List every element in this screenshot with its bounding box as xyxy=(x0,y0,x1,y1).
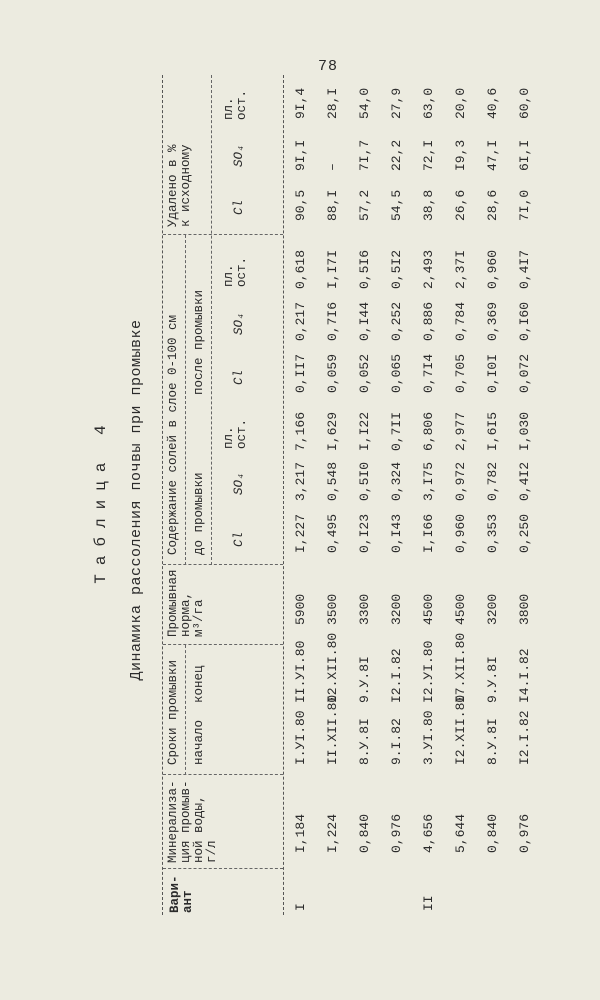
cell-after-so4: 0,252 xyxy=(389,301,404,341)
cell-end: II.УI.80 xyxy=(293,640,308,703)
cell-removed-cl: 38,8 xyxy=(421,189,436,221)
cell-removed-so4: 6I,I xyxy=(517,139,532,171)
cell-norm: 3200 xyxy=(389,593,404,625)
cell-before-residue: I,629 xyxy=(325,411,340,451)
cell-before-cl: 0,I43 xyxy=(389,513,404,553)
cell-end: I2.XII.80 xyxy=(325,632,340,703)
header-after-residue: пл. ост. xyxy=(222,256,249,287)
cell-norm: 3200 xyxy=(485,593,500,625)
table-row xyxy=(508,75,540,915)
header-end: конец xyxy=(192,665,206,703)
cell-after-so4: 0,784 xyxy=(453,301,468,341)
header-after: после промывки xyxy=(192,289,206,395)
cell-before-cl: I,227 xyxy=(293,513,308,553)
cell-mineralization: 0,976 xyxy=(517,813,532,853)
cell-removed-residue: 27,9 xyxy=(389,87,404,119)
cell-removed-so4: 7I,7 xyxy=(357,139,372,171)
cell-end: I2.УI.80 xyxy=(421,640,436,703)
cell-before-so4: 0,5I0 xyxy=(357,461,372,501)
cell-mineralization: I,224 xyxy=(325,813,340,853)
header-after-cl: Cl xyxy=(232,369,246,385)
cell-removed-so4: 72,I xyxy=(421,139,436,171)
cell-removed-cl: 57,2 xyxy=(357,189,372,221)
cell-end: 9.У.8I xyxy=(357,656,372,703)
table-row xyxy=(348,75,380,915)
header-removed: Удалено в % к исходному xyxy=(166,144,193,227)
cell-start: 9.I.82 xyxy=(389,718,404,765)
cell-before-residue: 6,806 xyxy=(421,411,436,451)
cell-before-cl: 0,495 xyxy=(325,513,340,553)
cell-removed-cl: 7I,0 xyxy=(517,189,532,221)
cell-mineralization: 0,840 xyxy=(485,813,500,853)
data-table xyxy=(162,75,540,915)
table-body xyxy=(284,75,540,915)
cell-mineralization: 5,644 xyxy=(453,813,468,853)
cell-before-cl: 0,960 xyxy=(453,513,468,553)
header-mineralization: Минерализа- ция промыв- ной воды, г/л xyxy=(166,780,219,863)
cell-removed-so4: I9,3 xyxy=(453,139,468,171)
cell-after-so4: 0,7I6 xyxy=(325,301,340,341)
cell-removed-residue: 63,0 xyxy=(421,87,436,119)
header-removed-residue: пл. ост. xyxy=(222,89,249,120)
cell-before-cl: 0,353 xyxy=(485,513,500,553)
cell-removed-so4: 47,I xyxy=(485,139,500,171)
header-before: до промывки xyxy=(192,472,206,555)
cell-start: I.УI.80 xyxy=(293,710,308,765)
cell-start: I2.I.82 xyxy=(517,710,532,765)
cell-after-residue: 0,4I7 xyxy=(517,249,532,289)
cell-after-residue: 2,493 xyxy=(421,249,436,289)
cell-mineralization: 0,840 xyxy=(357,813,372,853)
cell-before-so4: 0,4I2 xyxy=(517,461,532,501)
header-before-so4: SO₄ xyxy=(232,472,246,495)
cell-after-residue: 0,960 xyxy=(485,249,500,289)
cell-after-so4: 0,I60 xyxy=(517,301,532,341)
header-after-so4: SO₄ xyxy=(232,312,246,335)
cell-removed-cl: 28,6 xyxy=(485,189,500,221)
cell-norm: 4500 xyxy=(453,593,468,625)
cell-after-cl: 0,705 xyxy=(453,353,468,393)
cell-after-cl: 0,072 xyxy=(517,353,532,393)
cell-before-residue: I,6I5 xyxy=(485,411,500,451)
cell-end: I7.XII.80 xyxy=(453,632,468,703)
cell-after-cl: 0,II7 xyxy=(293,353,308,393)
cell-after-so4: 0,I44 xyxy=(357,301,372,341)
cell-mineralization: I,184 xyxy=(293,813,308,853)
cell-start: 8.У.8I xyxy=(357,718,372,765)
cell-end: 9.У.8I xyxy=(485,656,500,703)
cell-after-cl: 0,059 xyxy=(325,353,340,393)
cell-start: 3.УI.80 xyxy=(421,710,436,765)
cell-end: I2.I.82 xyxy=(389,648,404,703)
header-removed-cl: Cl xyxy=(232,199,246,215)
table-row xyxy=(444,75,476,915)
table-row xyxy=(476,75,508,915)
cell-before-residue: I,030 xyxy=(517,411,532,451)
header-norm: Промывная норма, м³/га xyxy=(166,569,206,637)
cell-norm: 3500 xyxy=(325,593,340,625)
header-terms: Сроки промывки xyxy=(166,659,180,765)
header-before-residue: пл. ост. xyxy=(222,418,249,449)
table-row xyxy=(284,75,316,915)
cell-before-cl: 0,I23 xyxy=(357,513,372,553)
cell-after-so4: 0,217 xyxy=(293,301,308,341)
cell-after-residue: I,I7I xyxy=(325,249,340,289)
cell-end: I4.I.82 xyxy=(517,648,532,703)
page-number: 78 xyxy=(318,58,339,75)
table-title: Динамика рассоления почвы при промывке xyxy=(128,319,145,681)
cell-norm: 3300 xyxy=(357,593,372,625)
header-variant: Вари- ант xyxy=(168,875,195,913)
table-row xyxy=(380,75,412,915)
header-removed-so4: SO₄ xyxy=(232,144,246,167)
cell-before-cl: 0,250 xyxy=(517,513,532,553)
table-header xyxy=(163,75,284,915)
header-before-cl: Cl xyxy=(232,531,246,547)
cell-after-cl: 0,052 xyxy=(357,353,372,393)
cell-before-so4: 0,548 xyxy=(325,461,340,501)
cell-mineralization: 4,656 xyxy=(421,813,436,853)
cell-before-residue: 0,7II xyxy=(389,411,404,451)
cell-after-cl: 0,7I4 xyxy=(421,353,436,393)
cell-norm: 3800 xyxy=(517,593,532,625)
cell-start: 8.У.8I xyxy=(485,718,500,765)
cell-removed-cl: 88,I xyxy=(325,189,340,221)
cell-after-residue: 0,5I6 xyxy=(357,249,372,289)
cell-after-so4: 0,886 xyxy=(421,301,436,341)
cell-removed-so4: 9I,I xyxy=(293,139,308,171)
cell-start: I2.XII.80 xyxy=(453,694,468,765)
cell-before-so4: 0,972 xyxy=(453,461,468,501)
cell-after-residue: 0,5I2 xyxy=(389,249,404,289)
cell-before-residue: I,I22 xyxy=(357,411,372,451)
cell-removed-so4: – xyxy=(325,163,340,171)
cell-before-so4: 0,782 xyxy=(485,461,500,501)
cell-removed-residue: 20,0 xyxy=(453,87,468,119)
table-row xyxy=(412,75,444,915)
table-label: Таблица 4 xyxy=(92,416,110,584)
cell-before-residue: 2,977 xyxy=(453,411,468,451)
table-row xyxy=(316,75,348,915)
cell-before-so4: 0,324 xyxy=(389,461,404,501)
cell-before-so4: 3,I75 xyxy=(421,461,436,501)
cell-removed-cl: 26,6 xyxy=(453,189,468,221)
cell-after-residue: 2,37I xyxy=(453,249,468,289)
cell-removed-so4: 22,2 xyxy=(389,139,404,171)
cell-variant: II xyxy=(421,895,436,911)
cell-norm: 4500 xyxy=(421,593,436,625)
cell-mineralization: 0,976 xyxy=(389,813,404,853)
cell-norm: 5900 xyxy=(293,593,308,625)
cell-removed-cl: 90,5 xyxy=(293,189,308,221)
cell-removed-cl: 54,5 xyxy=(389,189,404,221)
cell-after-so4: 0,369 xyxy=(485,301,500,341)
cell-removed-residue: 54,0 xyxy=(357,87,372,119)
header-start: начало xyxy=(192,719,206,765)
header-content: Содержание солей в слое 0-100 см xyxy=(166,314,180,555)
cell-start: II.XII.80 xyxy=(325,694,340,765)
cell-variant: I xyxy=(293,903,308,911)
cell-after-cl: 0,065 xyxy=(389,353,404,393)
cell-before-cl: I,I66 xyxy=(421,513,436,553)
cell-removed-residue: 60,0 xyxy=(517,87,532,119)
cell-before-so4: 3,217 xyxy=(293,461,308,501)
cell-before-residue: 7,166 xyxy=(293,411,308,451)
cell-removed-residue: 40,6 xyxy=(485,87,500,119)
cell-after-cl: 0,I0I xyxy=(485,353,500,393)
cell-removed-residue: 28,I xyxy=(325,87,340,119)
cell-removed-residue: 9I,4 xyxy=(293,87,308,119)
cell-after-residue: 0,618 xyxy=(293,249,308,289)
